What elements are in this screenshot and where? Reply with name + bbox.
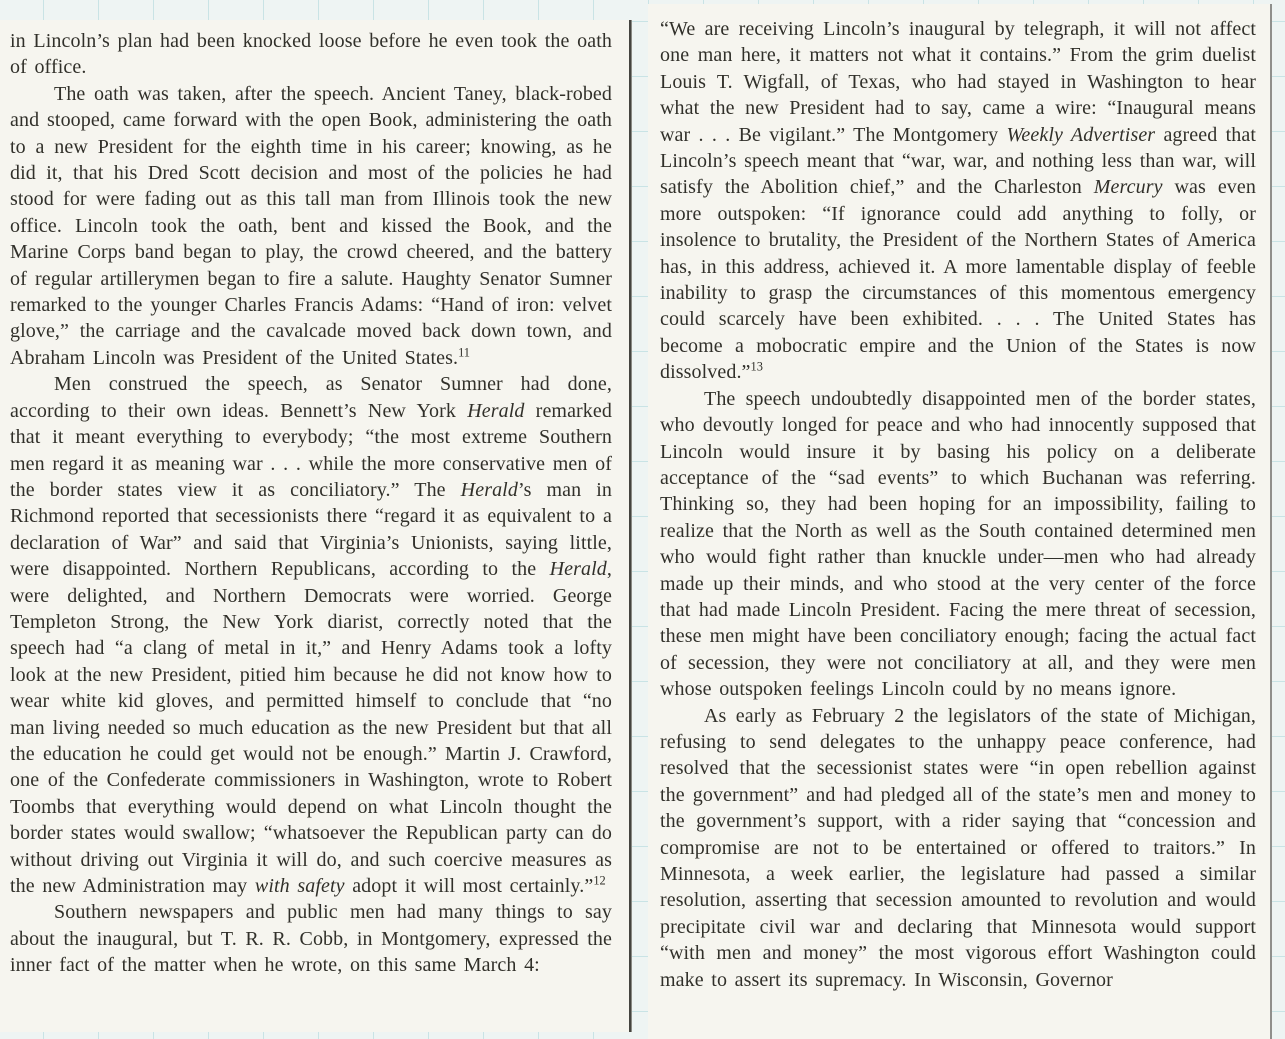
body-text: As early as February 2 the legislators of the state of Michigan, refusing to send delegates to the unhappy peace conference, had resolved that the secessionist states were “in open rebellion against the government” and had pledged all of the state’s men and money to the government’s support, with a rider saying that “concession and compromise are not to be entertained or offered to traitors.” In Minnesota, a week earlier, the legislature had passed a similar resolution, asserting that secession amounted to revolution and would precipitate civil war and declaring that Minnesota would support “with men and money” the most vigorous effort Washington could make to assert its supremacy. In Wisconsin, Governor — [660, 704, 1256, 991]
paragraph — [10, 81, 612, 371]
body-text: was even more outspoken: “If ignorance could add anything to folly, or insolence to brutality, the President of the Northern States of America has, in this address, achieved it. A more lamentable display of feeble inability to grasp the circumstances of this momentous emergency could scarcely have been exhibited. . . . The United States has become a mobocratic empire and the Union of the States is now dissolved.” — [660, 176, 1256, 384]
body-text: adopt it will most certainly.” — [344, 875, 594, 897]
body-text: “We are receiving Lincoln’s inaugural by telegraph, it will not affect one man here, it matters not what it contains.” From the grim duelist Louis T. Wigfall, of Texas, who had stayed in Washington to hear what the new President had to say, came a wire: “Inaugural means war . . . Be vigilant.” The Montgomery — [660, 18, 1256, 146]
body-text: , were delighted, and Northern Democrats were worried. George Templeton Strong, the New York diarist, correctly noted that the speech had “a clang of metal in it,” and Henry Adams took a lofty look at the new President, pitied him because he did not know how to wear white kid gloves, and permitted himself to conclude that “no man living needed so much education as the new President but that all the education he could get would not be enough.” Martin J. Crawford, one of the Confederate commissioners in Washington, wrote to Robert Toombs that everything would depend on what Lincoln thought the border states would swallow; “whatsoever the Republican party can do without driving out Virginia it will do, and such coercive measures as the new Administration may — [10, 558, 612, 897]
italic-text: Herald — [549, 558, 607, 581]
italic-text: with safety — [254, 875, 345, 897]
body-text: Southern newspapers and public men had many things to say about the inaugural, but T. R. R. Cobb, in Montgomery, expressed the inner fact of the matter when he wrote, on this same March 4: — [10, 901, 612, 977]
paragraph — [10, 899, 612, 978]
paragraph — [10, 28, 612, 81]
body-text: in Lincoln’s plan had been knocked loose before he even took the oath of office. — [10, 30, 612, 79]
italic-text: Weekly Advertiser — [1006, 123, 1156, 146]
paragraph — [660, 16, 1256, 386]
italic-text: Mercury — [1093, 176, 1163, 199]
italic-text: Herald — [467, 399, 525, 422]
footnote-ref: 11 — [458, 345, 470, 360]
body-text: Men construed the speech, as Senator Sumner had done, according to their own ideas. Bennett’s New York — [10, 373, 612, 422]
body-text: The speech undoubtedly disappointed men of the border states, who devoutly longed for peace and who had innocently supposed that Lincoln would insure it by basing his policy on a deliberate acceptance of the “sad events” to which Buchanan was referring. Thinking so, they had been hoping for an impossibility, failing to realize that the North as well as the South contained determined men who would fight rather than knuckle under—men who had already made up their minds, and who stood at the very center of the force that had made Lincoln President. Facing the mere threat of secession, these men might have been conciliatory enough; facing the actual fact of secession, they were not conciliatory at all, and they were men whose outspoken feelings Lincoln could by no means ignore. — [660, 387, 1256, 701]
body-text: ’s man in Richmond reported that secessionists there “regard it as equivalent to a declaration of War” and said that Virginia’s Unionists, saying little, were disappointed. Northern Republicans, according to the — [10, 478, 612, 581]
footnote-ref: 12 — [593, 873, 606, 888]
body-text: The oath was taken, after the speech. Ancient Taney, black-robed and stooped, came forward with the open Book, administering the oath to a new President for the eighth time in his career; knowing, as he did it, that his Dred Scott decision and most of the policies he had stood for were fading out as this tall man from Illinois took the new office. Lincoln took the oath, bent and kissed the Book, and the Marine Corps band began to play, the crowd cheered, and the battery of regular artillerymen began to fire a salute. Haughty Senator Sumner remarked to the younger Charles Francis Adams: “Hand of iron: velvet glove,” the carriage and the cavalcade moved back down town, and Abraham Lincoln was President of the United States. — [10, 82, 612, 369]
paragraph — [660, 703, 1256, 993]
italic-text: Herald — [460, 478, 518, 501]
right-column — [660, 16, 1256, 993]
left-page — [0, 20, 631, 1032]
right-page — [648, 4, 1272, 1039]
left-column — [10, 28, 612, 979]
paragraph — [10, 371, 612, 899]
body-text: agreed that Lincoln’s speech meant that “war, war, and nothing less than war, will satisfy the Abolition chief,” and the Charleston — [660, 123, 1256, 199]
footnote-ref: 13 — [750, 359, 763, 374]
paragraph — [660, 386, 1256, 703]
body-text: remarked that it meant everything to everybody; “the most extreme Southern men regard it as meaning war . . . while the more conservative men of the border states view it as conciliatory.” The — [10, 399, 612, 501]
